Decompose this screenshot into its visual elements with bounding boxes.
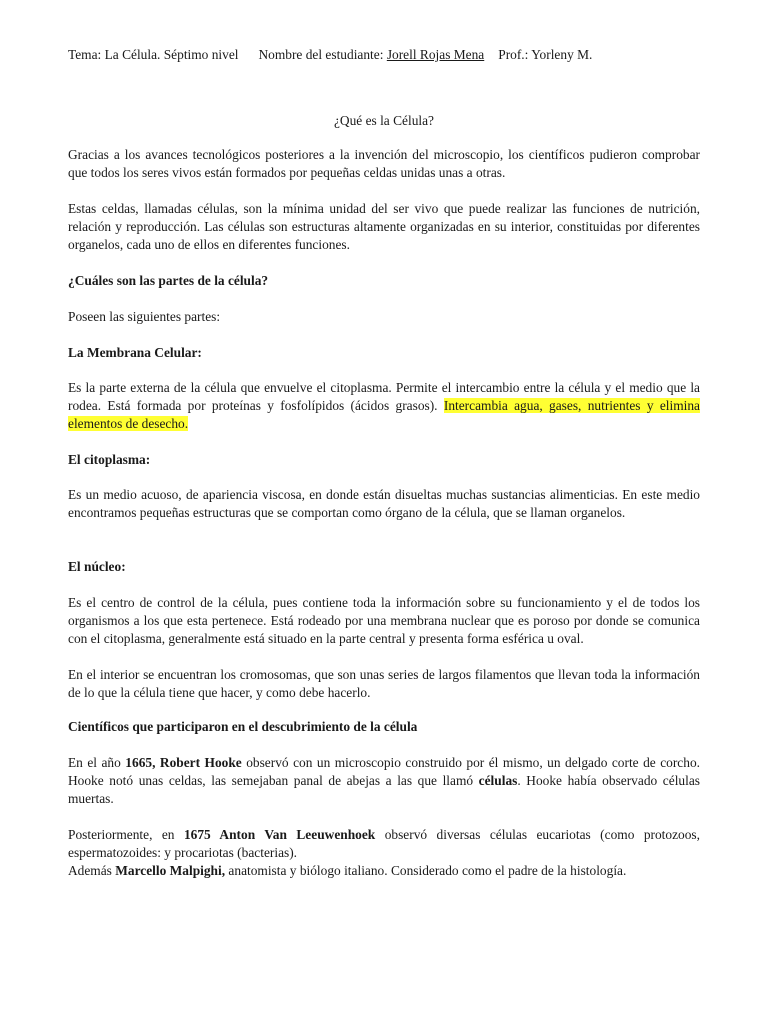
leeuwenhoek-name: 1675 Anton Van Leeuwenhoek — [183, 827, 376, 842]
parts-heading: ¿Cuáles son las partes de la célula? — [68, 273, 269, 288]
hooke-year-name: 1665, Robert Hooke — [125, 755, 242, 770]
cytoplasm-paragraph: Es un medio acuoso, de apariencia viscosa, en donde están disueltas muchas sustancias alimenticias. En este medio encontramos pequeñas estructuras que se comportan como órgano de la célula, que se llaman organelos. — [68, 487, 700, 520]
nucleus-paragraph-2: En el interior se encuentran los cromosomas, que son unas series de largos filamentos que llevan toda la información de lo que la célula tiene que hacer, y como debe hacerlo. — [68, 667, 700, 700]
cells-term: células — [478, 773, 518, 788]
nucleus-paragraph-1: Es el centro de control de la célula, pues contiene toda la información sobre su funcionamiento y el de todos los organismos a los que esta pertenece. Está rodeado por una membrana nuclear que es poroso por donde se comunica con el citoplasma, generalmente está situado en la parte central y presenta forma esférica u oval. — [68, 595, 700, 646]
malpighi-name: Marcello Malpighi, — [115, 863, 226, 878]
intro-paragraph-2: Estas celdas, llamadas células, son la mínima unidad del ser vivo que puede realizar las funciones de nutrición, relación y reproducción. Las células son estructuras altamente organizadas en su interior, constituidas por diferentes organelos, cada uno de ellos en diferentes funciones. — [68, 201, 700, 252]
parts-lead: Poseen las siguientes partes: — [68, 309, 221, 324]
membrane-paragraph — [68, 379, 700, 433]
leeuwenhoek-paragraph: Posteriormente, en 1675 Anton Van Leeuwenhoek observó diversas células eucariotas (como protozoos, espermatozoides: y procariotas (bacterias). — [68, 827, 700, 860]
nucleus-heading: El núcleo: — [68, 559, 126, 574]
student-label: Nombre del estudiante: — [258, 47, 384, 62]
intro-paragraph-1: Gracias a los avances tecnológicos posteriores a la invención del microscopio, los científicos pudieron comprobar que todos los seres vivos están formados por pequeñas celdas unidas unas a otras. — [68, 147, 700, 180]
topic-label: Tema: La Célula. Séptimo nivel — [68, 47, 239, 62]
page-title: ¿Qué es la Célula? — [333, 113, 434, 128]
scientists-heading: Científicos que participaron en el descubrimiento de la célula — [68, 719, 418, 734]
membrane-highlight: Intercambia agua, gases, nutrientes y elimina elementos de desecho. — [68, 398, 700, 431]
cytoplasm-heading: El citoplasma: — [68, 452, 151, 467]
membrane-text: Es la parte externa de la célula que envuelve el citoplasma. Permite el intercambio entre la célula y el medio que la rodea. Está formada por proteínas y fosfolípidos (ácidos grasos). — [68, 380, 700, 413]
professor-label: Prof.: Yorleny M. — [498, 47, 593, 62]
hooke-paragraph: En el año 1665, Robert Hooke observó con un microscopio construido por él mismo, un delgado corte de corcho. Hooke notó unas celdas, las semejaban panal de abejas a las que llamó células. Hooke había observado células muertas. — [68, 755, 700, 806]
student-name: Jorell Rojas Mena — [386, 47, 485, 62]
membrane-heading: La Membrana Celular: — [68, 345, 202, 360]
malpighi-line: Además Marcello Malpighi, anatomista y biólogo italiano. Considerado como el padre de la histología. — [68, 863, 627, 878]
header-line — [68, 46, 700, 64]
